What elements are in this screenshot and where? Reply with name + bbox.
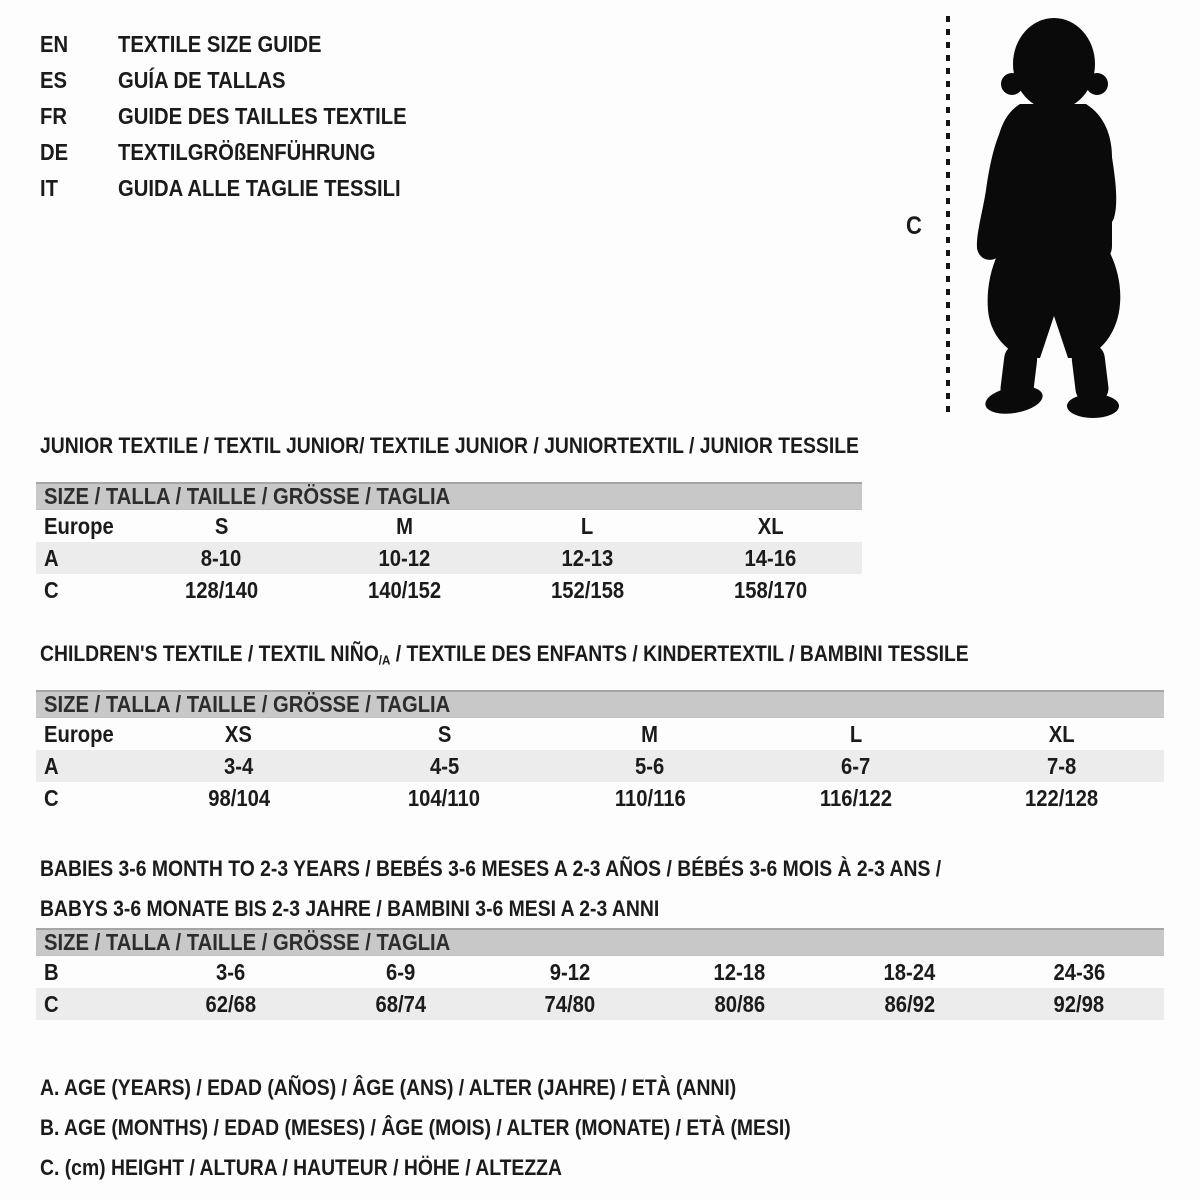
months-value: 24-36 [1053,958,1106,985]
junior-table-header-bar [36,482,862,510]
age-value: 7-8 [1046,752,1076,779]
age-value: 8-10 [201,544,242,571]
legend-line-c: C. (cm) HEIGHT / ALTURA / HAUTEUR / HÖHE / ALTEZZA [40,1155,562,1180]
height-value: 116/122 [819,784,892,811]
height-value: 74/80 [544,990,596,1017]
height-value: 140/152 [367,576,442,603]
table-row [36,782,1164,814]
size-value: XL [757,512,784,539]
row-label: C [44,990,59,1017]
table-row [36,988,1164,1020]
height-value: 104/110 [408,784,481,811]
months-value: 9-12 [549,958,591,985]
size-value: S [214,512,229,539]
children-section-title [40,641,1095,673]
height-value: 98/104 [207,784,270,811]
language-code: ES [40,66,68,93]
language-title: TEXTILGRÖßENFÜHRUNG [118,138,376,165]
age-value: 6-7 [840,752,871,779]
language-title: GUIDA ALLE TAGLIE TESSILI [118,174,401,201]
age-value: 5-6 [635,752,665,779]
size-value: XL [1048,720,1075,747]
age-value: 12-13 [561,544,614,571]
height-value: 110/116 [614,784,686,811]
language-title-list [40,26,446,206]
language-row-it [40,170,446,206]
age-value: 10-12 [378,544,431,571]
children-section-title-text: CHILDREN'S TEXTILE / TEXTIL NIÑO/A / TEXTILE DES ENFANTS / KINDERTEXTIL / BAMBINI TESSILE [40,641,969,668]
table-row [36,542,862,574]
height-value: 68/74 [375,990,426,1017]
nino-a-subscript: /A [378,652,391,668]
junior-section-title-text: JUNIOR TEXTILE / TEXTIL JUNIOR/ TEXTILE JUNIOR / JUNIORTEXTIL / JUNIOR TESSILE [40,433,859,458]
babies-title-line2: BABYS 3-6 MONATE BIS 2-3 JAHRE / BAMBINI 3-6 MESI A 2-3 ANNI [40,896,660,921]
months-value: 3-6 [216,958,246,985]
language-row-en [40,26,446,62]
size-header-label: SIZE / TALLA / TAILLE / GRÖSSE / TAGLIA [44,929,451,955]
baby-silhouette-icon [962,12,1146,420]
table-row [36,574,862,606]
table-row [36,718,1164,750]
language-code: DE [40,138,69,165]
language-row-de [40,134,446,170]
babies-table-header-bar [36,928,1164,956]
age-value: 14-16 [744,544,797,571]
row-label: Europe [44,512,114,539]
table-row [36,956,1164,988]
legend-line-a: A. AGE (YEARS) / EDAD (AÑOS) / ÂGE (ANS) / ALTER (JAHRE) / ETÀ (ANNI) [40,1075,737,1100]
junior-section-title [40,433,971,459]
language-code: FR [40,102,67,129]
table-row [36,510,862,542]
language-title: GUIDE DES TAILLES TEXTILE [118,102,407,129]
height-value: 158/170 [733,576,808,603]
table-row [36,750,1164,782]
months-value: 6-9 [385,958,416,985]
height-value: 128/140 [184,576,259,603]
language-title: GUÍA DE TALLAS [118,66,286,93]
row-label: C [44,576,59,603]
junior-size-table [36,482,862,606]
age-value: 3-4 [224,752,254,779]
row-label: A [44,752,59,779]
row-label: A [44,544,59,571]
size-value: L [581,512,594,539]
babies-size-table [36,928,1164,1020]
size-value: L [849,720,862,747]
months-value: 18-24 [883,958,936,985]
babies-section-title [40,849,1064,929]
size-value: XS [225,720,253,747]
babies-title-line1: BABIES 3-6 MONTH TO 2-3 YEARS / BEBÉS 3-6 MESES A 2-3 AÑOS / BÉBÉS 3-6 MOIS À 2-3 ANS / [40,856,942,881]
age-value: 4-5 [429,752,460,779]
size-value: M [641,720,659,747]
height-measure-dashed-line [946,16,950,418]
height-value: 152/158 [550,576,625,603]
row-label: C [44,784,59,811]
height-value: 62/68 [205,990,257,1017]
legend-line-b: B. AGE (MONTHS) / EDAD (MESES) / ÂGE (MOIS) / ALTER (MONATE) / ETÀ (MESI) [40,1115,791,1140]
months-value: 12-18 [713,958,766,985]
size-value: S [437,720,452,747]
height-measure-label: C [906,212,922,240]
row-label: B [44,958,59,985]
size-value: M [396,512,413,539]
height-value: 122/128 [1024,784,1098,811]
children-size-table [36,690,1164,814]
legend [40,1068,893,1188]
size-header-label: SIZE / TALLA / TAILLE / GRÖSSE / TAGLIA [44,483,451,509]
language-code: IT [40,174,58,201]
language-title: TEXTILE SIZE GUIDE [118,30,322,57]
language-row-fr [40,98,446,134]
language-code: EN [40,30,69,57]
size-header-label: SIZE / TALLA / TAILLE / GRÖSSE / TAGLIA [44,691,451,717]
language-row-es [40,62,446,98]
children-table-header-bar [36,690,1164,718]
height-value: 80/86 [714,990,766,1017]
height-value: 92/98 [1053,990,1105,1017]
height-value: 86/92 [884,990,935,1017]
row-label: Europe [44,720,114,747]
